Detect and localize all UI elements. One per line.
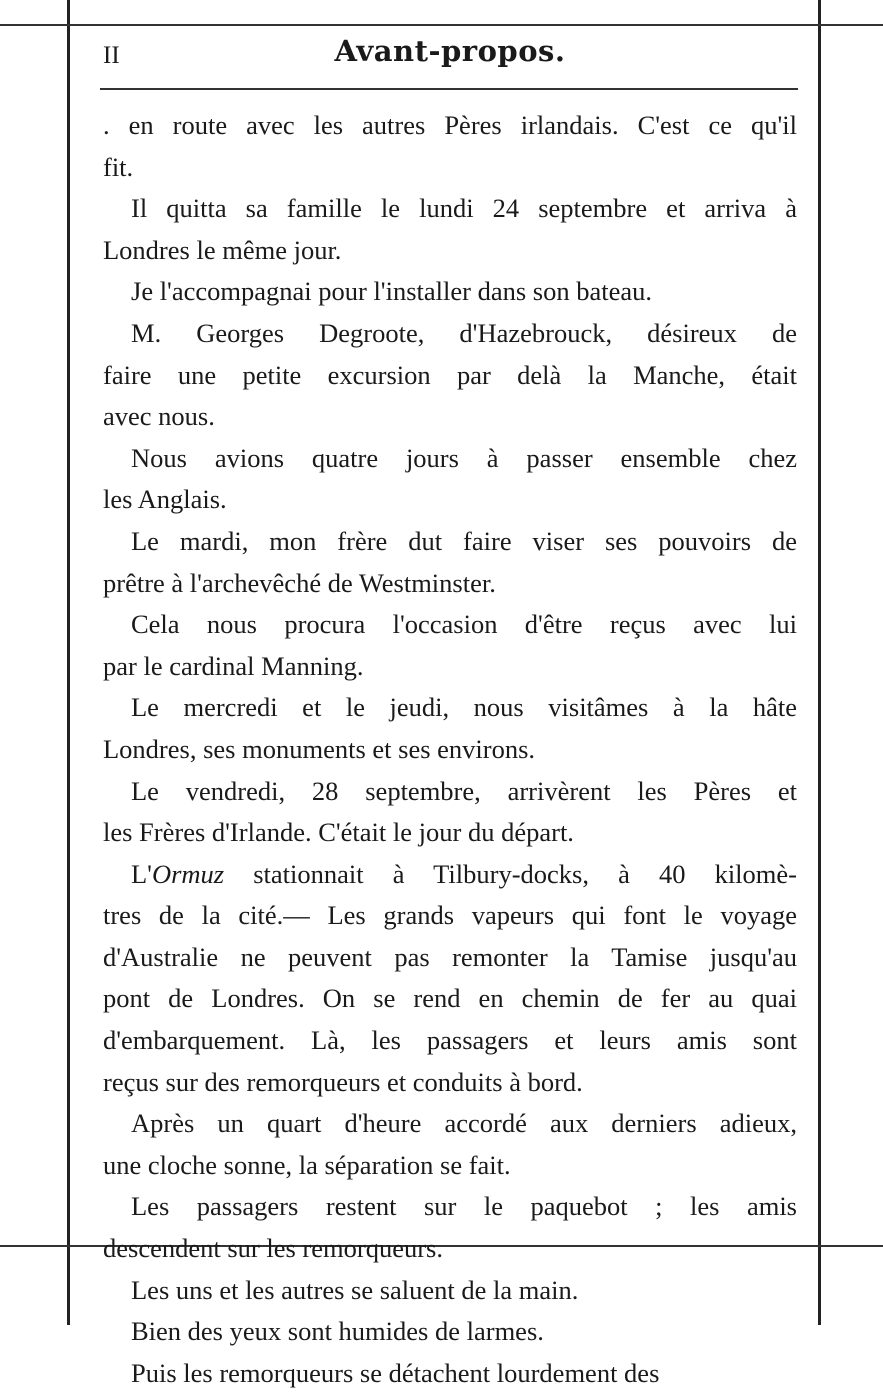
text-line: L'Ormuz stationnait à Tilbury-docks, à 40 kilomè- — [131, 858, 797, 889]
page-number: II — [103, 42, 120, 69]
ship-name: Ormuz — [151, 858, 225, 889]
text-line: d'Australie ne peuvent pas remonter la Tamise jusqu'au — [103, 941, 797, 972]
text-line: Les uns et les autres se saluent de la main. — [131, 1274, 579, 1305]
text-line: Il quitta sa famille le lundi 24 septembre et arriva à — [131, 193, 797, 224]
text-line: par le cardinal Manning. — [103, 650, 364, 681]
page-header — [103, 34, 797, 80]
paragraph — [103, 687, 797, 770]
text-line: Londres, ses monuments et ses environs. — [103, 733, 536, 764]
top-page-rule — [0, 24, 883, 26]
text-line: Londres le même jour. — [103, 234, 342, 265]
text-line: Nous avions quatre jours à passer ensemble chez — [131, 442, 797, 473]
paragraph — [103, 771, 797, 854]
text-line: Les passagers restent sur le paquebot ; les amis — [131, 1191, 797, 1222]
paragraph — [103, 1103, 797, 1186]
paragraph — [103, 854, 797, 1104]
paragraph — [103, 271, 797, 313]
text-line: M. Georges Degroote, d'Hazebrouck, désireux de — [131, 317, 797, 348]
header-rule — [100, 88, 798, 90]
page-title: Avant-propos. — [334, 34, 566, 68]
text-line: Bien des yeux sont humides de larmes. — [131, 1316, 544, 1347]
text-line: pont de Londres. On se rend en chemin de fer au quai — [103, 983, 797, 1014]
text-line: descendent sur les remorqueurs. — [103, 1233, 443, 1264]
paragraph — [103, 1186, 797, 1269]
text-line: Après un quart d'heure accordé aux derniers adieux, — [131, 1108, 797, 1139]
text-line: Cela nous procura l'occasion d'être reçus avec lui — [131, 609, 797, 640]
paragraph — [103, 1353, 797, 1394]
paragraph — [103, 438, 797, 521]
right-page-border — [818, 0, 821, 1325]
text-line: Je l'accompagnai pour l'installer dans son bateau. — [131, 276, 652, 307]
text-line: avec nous. — [103, 401, 215, 432]
text-line: reçus sur des remorqueurs et conduits à bord. — [103, 1066, 583, 1097]
paragraph — [103, 1311, 797, 1353]
paragraph — [103, 1270, 797, 1312]
text-line: les Frères d'Irlande. C'était le jour du départ. — [103, 817, 574, 848]
text-line: d'embarquement. Là, les passagers et leurs amis sont — [103, 1025, 797, 1056]
left-page-border — [67, 0, 70, 1325]
text-line: fit. — [103, 151, 134, 182]
text-line: faire une petite excursion par delà la Manche, était — [103, 359, 797, 390]
text-line: . en route avec les autres Pères irlandais. C'est ce qu'il — [103, 110, 797, 140]
paragraph — [103, 521, 797, 604]
text-line: une cloche sonne, la séparation se fait. — [103, 1149, 511, 1180]
text-line: Le mercredi et le jeudi, nous visitâmes à la hâte — [131, 692, 797, 723]
text-line: tres de la cité.— Les grands vapeurs qui font le voyage — [103, 900, 797, 931]
paragraph — [103, 604, 797, 687]
text-line: Le vendredi, 28 septembre, arrivèrent les Pères et — [131, 775, 797, 806]
text-line: Le mardi, mon frère dut faire viser ses pouvoirs de — [131, 525, 797, 556]
paragraph — [103, 313, 797, 438]
text-line: Puis les remorqueurs se détachent lourdement des — [131, 1357, 660, 1388]
page-body — [103, 105, 797, 1394]
paragraph — [103, 105, 797, 188]
text-line: les Anglais. — [103, 484, 227, 515]
text-line: prêtre à l'archevêché de Westminster. — [103, 567, 496, 598]
paragraph — [103, 188, 797, 271]
